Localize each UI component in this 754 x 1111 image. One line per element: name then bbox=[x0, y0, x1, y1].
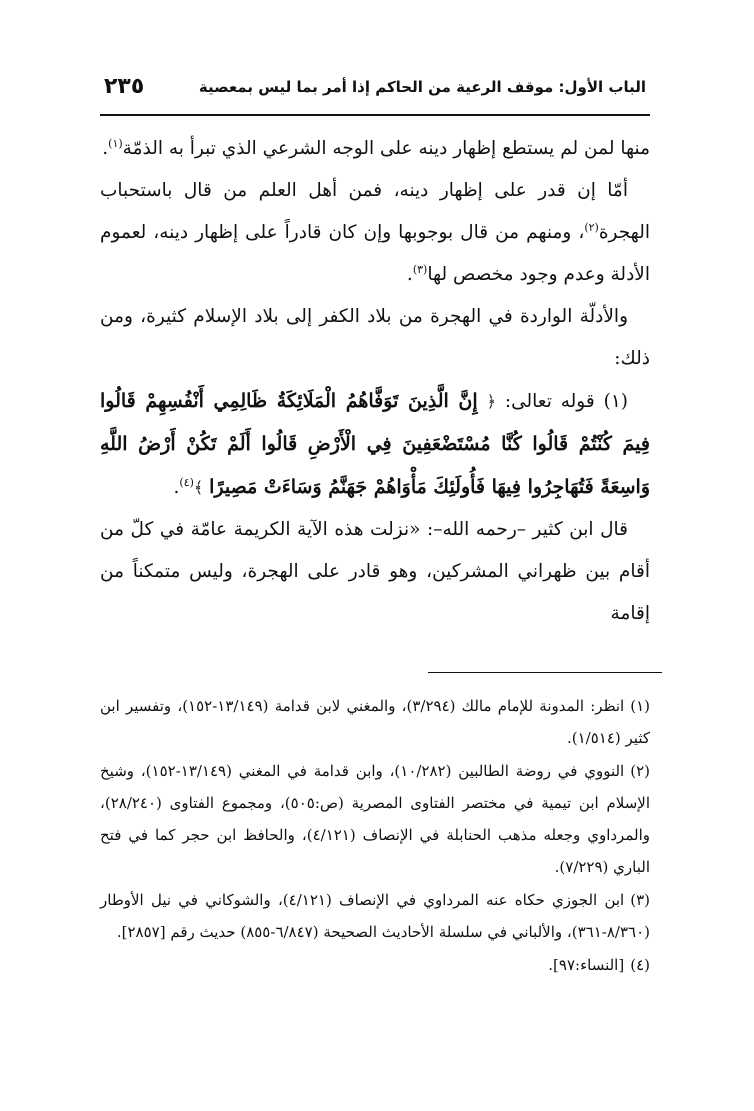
footnote-ref-1: (١) bbox=[108, 136, 123, 150]
paragraph-2-text-a: أمّا إن قدر على إظهار دينه، فمن أهل العلم من قال باستحباب الهجرة bbox=[100, 180, 650, 243]
page-number: ٢٣٥ bbox=[104, 74, 145, 99]
paragraph-3: والأدلّة الواردة في الهجرة من بلاد الكفر إلى بلاد الإسلام كثيرة، ومن ذلك: bbox=[100, 306, 650, 369]
paragraph-2 bbox=[100, 170, 650, 296]
paragraph-4-end: . bbox=[173, 477, 180, 498]
running-title: الباب الأول: موقف الرعية من الحاكم إذا أمر بما ليس بمعصية bbox=[198, 78, 646, 96]
paragraph-1-end: . bbox=[102, 138, 109, 159]
main-text bbox=[100, 128, 650, 635]
footnote-4-text: [النساء:٩٧]. bbox=[548, 956, 625, 974]
footnote-1 bbox=[100, 690, 650, 754]
footnote-1-text: انظر: المدونة للإمام مالك (٣/٢٩٤)، والمغني لابن قدامة (١٣/١٤٩-١٥٢)، وتفسير ابن كثير (١/٥١٤). bbox=[100, 697, 650, 747]
paragraph-2-end: . bbox=[406, 264, 413, 285]
page-header bbox=[100, 62, 650, 116]
footnote-4 bbox=[100, 949, 650, 981]
footnote-2-text: النووي في روضة الطالبين (١٠/٢٨٢)، وابن قدامة في المغني (١٣/١٤٩-١٥٢)، وشيخ الإسلام ابن تيمية في مختصر الفتاوى المصرية (ص:٥٠٥)، ومجموع الفتاوى (٢٨/٢٤٠)، والمرداوي وجعله مذهب الحنابلة في الإنصاف (٤/١٢١)، والحافظ ابن حجر كما في فتح الباري (٧/٢٢٩). bbox=[100, 762, 650, 876]
paragraph-2-text-b: ، ومنهم من قال بوجوبها وإن كان قادراً على إظهار دينه، لعموم الأدلة وعدم وجود مخصص لها bbox=[100, 222, 650, 285]
paragraph-1-text: منها لمن لم يستطع إظهار دينه على الوجه الشرعي الذي تبرأ به الذمّة bbox=[122, 138, 650, 159]
ornate-bracket-open: ﴿ bbox=[486, 392, 496, 411]
evidence-label: (١) قوله تعالى: bbox=[504, 391, 628, 412]
footnote-separator bbox=[428, 672, 662, 673]
paragraph-1 bbox=[100, 128, 650, 170]
quran-verse: إِنَّ الَّذِينَ تَوَفَّاهُمُ الْمَلَائِكَةُ ظَالِمِي أَنْفُسِهِمْ قَالُوا فِيمَ كُنْتُمْ قَالُوا كُنَّا مُسْتَضْعَفِينَ فِي الْأَرْضِ قَالُوا أَلَمْ تَكُنْ أَرْضُ اللَّهِ وَاسِعَةً فَتُهَاجِرُوا فِيهَا فَأُولَئِكَ مَأْوَاهُمْ جَهَنَّمُ وَسَاءَتْ مَصِيرًا bbox=[100, 390, 650, 498]
paragraph-5: قال ابن كثير –رحمه الله–: «نزلت هذه الآية الكريمة عامّة في كلّ من أقام بين ظهراني المشركين، وهو قادر على الهجرة، وليس متمكناً من إقامة bbox=[100, 519, 650, 624]
paragraph-4-quran bbox=[100, 380, 650, 509]
footnote-4-number: (٤) bbox=[630, 956, 650, 974]
footnote-ref-3: (٣) bbox=[412, 262, 428, 276]
footnote-2-number: (٢) bbox=[630, 762, 651, 780]
footnote-3-text: ابن الجوزي حكاه عنه المرداوي في الإنصاف (٤/١٢١)، والشوكاني في نيل الأوطار (٨/٣٦٠-٣٦١)، والألباني في سلسلة الأحاديث الصحيحة (٦/٨٤٧-٨٥٥) حديث رقم [٢٨٥٧]. bbox=[100, 891, 650, 941]
footnotes bbox=[100, 690, 650, 982]
footnote-ref-4: (٤) bbox=[179, 475, 194, 489]
footnote-3 bbox=[100, 884, 650, 948]
ornate-bracket-close: ﴾ bbox=[193, 478, 204, 497]
footnote-2 bbox=[100, 755, 650, 883]
footnote-ref-2: (٢) bbox=[584, 220, 599, 234]
footnote-3-number: (٣) bbox=[630, 891, 650, 909]
footnote-1-number: (١) bbox=[630, 697, 650, 715]
